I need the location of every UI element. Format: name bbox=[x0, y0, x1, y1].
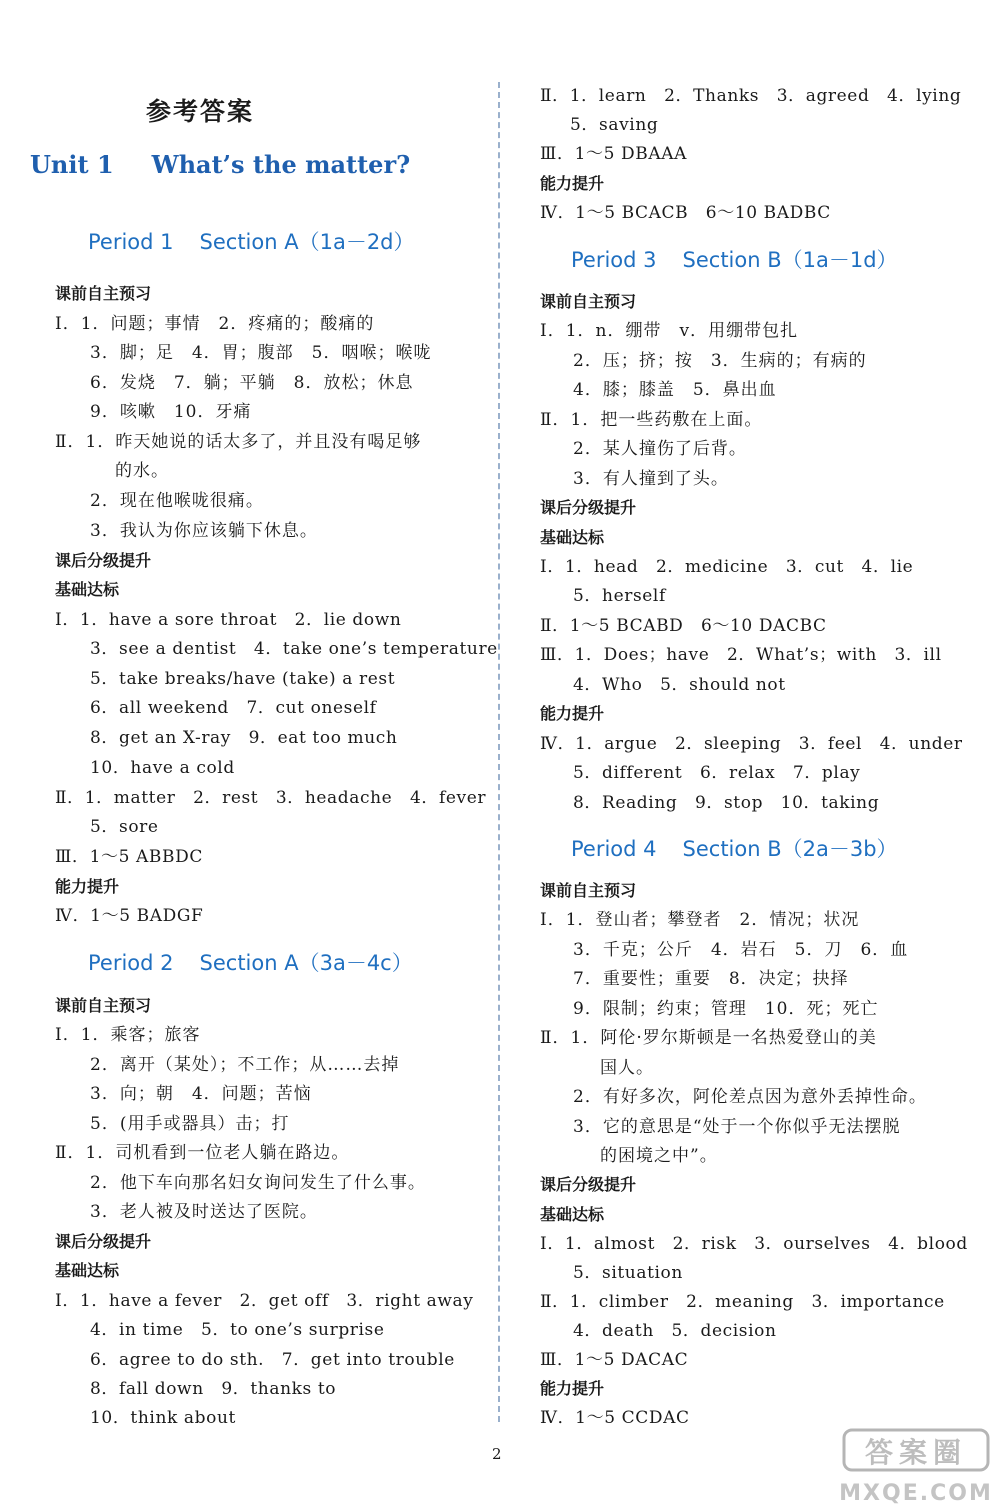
heading-preview: 课前自主预习 bbox=[540, 292, 637, 311]
answer-line: 6．agree to do sth. 7．get into trouble bbox=[90, 1350, 455, 1370]
heading-preview: 课前自主预习 bbox=[540, 881, 637, 900]
period-label: Period 2 bbox=[88, 951, 174, 975]
answer-line: Ⅱ．1．昨天她说的话太多了，并且没有喝足够 bbox=[55, 432, 422, 452]
answer-line: 4．Who 5．should not bbox=[573, 675, 786, 695]
answer-line: 2．某人撞伤了后背。 bbox=[573, 439, 747, 459]
answer-line: 的困境之中”。 bbox=[600, 1146, 718, 1166]
answer-line: 8．fall down 9．thanks to bbox=[90, 1379, 337, 1399]
answer-line: 9．咳嗽 10．牙痛 bbox=[90, 402, 252, 422]
heading-ability: 能力提升 bbox=[540, 704, 605, 723]
answer-line: Ⅱ．1．climber 2．meaning 3．importance bbox=[540, 1292, 945, 1312]
answer-line: Ⅳ．1～5 CCDAC bbox=[540, 1408, 690, 1428]
answer-line: 3．老人被及时送达了医院。 bbox=[90, 1202, 318, 1222]
heading-ability: 能力提升 bbox=[55, 877, 120, 896]
answer-line: 8．Reading 9．stop 10．taking bbox=[573, 793, 880, 813]
answer-line: 5．take breaks/have (take) a rest bbox=[90, 669, 396, 689]
answer-line: Ⅱ．1．matter 2．rest 3．headache 4．fever bbox=[55, 788, 487, 808]
answer-line: 2．离开（某处）；不工作；从……去掉 bbox=[90, 1055, 400, 1075]
section-label: Section B（1a－1d） bbox=[682, 248, 898, 272]
answer-line: 5．herself bbox=[573, 586, 666, 606]
heading-basic: 基础达标 bbox=[55, 580, 120, 599]
answer-line: 国人。 bbox=[600, 1058, 654, 1078]
heading-after-class: 课后分级提升 bbox=[540, 1175, 637, 1194]
section-label: Section B（2a－3b） bbox=[682, 837, 898, 861]
answer-line: Ⅱ．1～5 BCABD 6～10 DACBC bbox=[540, 616, 827, 636]
answer-line: Ⅱ．1．司机看到一位老人躺在路边。 bbox=[55, 1143, 350, 1163]
heading-basic: 基础达标 bbox=[55, 1261, 120, 1280]
answer-line: 10．have a cold bbox=[90, 758, 235, 778]
unit-heading bbox=[30, 150, 410, 179]
svg-text:答案圈: 答案圈 bbox=[864, 1436, 968, 1469]
answer-line: Ⅰ．1．head 2．medicine 3．cut 4．lie bbox=[540, 557, 914, 577]
answer-line: Ⅱ．1．把一些药敷在上面。 bbox=[540, 410, 763, 430]
unit-label: Unit 1 bbox=[30, 150, 114, 179]
answer-line: 5．situation bbox=[573, 1263, 683, 1283]
heading-basic: 基础达标 bbox=[540, 1205, 605, 1224]
answer-line: Ⅳ．1．argue 2．sleeping 3．feel 4．under bbox=[540, 734, 963, 754]
answer-line: 2．有好多次，阿伦差点因为意外丢掉性命。 bbox=[573, 1087, 927, 1107]
answer-line: Ⅳ．1～5 BADGF bbox=[55, 906, 204, 926]
answer-line: 10．think about bbox=[90, 1408, 236, 1428]
answer-line: Ⅲ．1～5 ABBDC bbox=[55, 847, 203, 867]
answer-line: Ⅲ．1．Does；have 2．What’s；with 3．ill bbox=[540, 645, 942, 665]
heading-ability: 能力提升 bbox=[540, 1379, 605, 1398]
answer-line: Ⅱ．1．learn 2．Thanks 3．agreed 4．lying bbox=[540, 86, 962, 106]
period-label: Period 4 bbox=[571, 837, 657, 861]
answer-line: 3．向；朝 4．问题；苦恼 bbox=[90, 1084, 312, 1104]
column-divider bbox=[498, 82, 500, 1422]
answer-line: Ⅰ．1．n．绷带 v．用绷带包扎 bbox=[540, 321, 799, 341]
period-1-heading bbox=[88, 226, 415, 256]
section-label: Section A（1a－2d） bbox=[199, 230, 415, 254]
answer-line: 3．脚；足 4．胃；腹部 5．咽喉；喉咙 bbox=[90, 343, 432, 363]
answer-line: 5．saving bbox=[570, 115, 659, 135]
period-3-heading bbox=[571, 244, 898, 274]
answer-line: Ⅰ．1．登山者；攀登者 2．情况；状况 bbox=[540, 910, 860, 930]
answer-line: 5．sore bbox=[90, 817, 159, 837]
answer-line: 3．它的意思是“处于一个你似乎无法摆脱 bbox=[573, 1117, 901, 1137]
period-label: Period 3 bbox=[571, 248, 657, 272]
answer-line: Ⅱ．1．阿伦·罗尔斯顿是一名热爱登山的美 bbox=[540, 1028, 877, 1048]
answer-line: Ⅳ．1～5 BCACB 6～10 BADBC bbox=[540, 203, 831, 223]
unit-name: What’s the matter? bbox=[151, 150, 411, 179]
answer-line: 7．重要性；重要 8．决定；抉择 bbox=[573, 969, 849, 989]
answer-line: 2．现在他喉咙很痛。 bbox=[90, 491, 264, 511]
page-title: 参考答案 bbox=[146, 97, 255, 126]
answer-line: Ⅰ．1．乘客；旅客 bbox=[55, 1025, 201, 1045]
answer-line: 4．膝；膝盖 5．鼻出血 bbox=[573, 380, 777, 400]
answer-line: Ⅰ．1．问题；事情 2．疼痛的；酸痛的 bbox=[55, 314, 375, 334]
answer-line: 9．限制；约束；管理 10．死；死亡 bbox=[573, 999, 879, 1019]
answer-line: 6．all weekend 7．cut oneself bbox=[90, 698, 377, 718]
answer-line: 3．有人撞到了头。 bbox=[573, 469, 729, 489]
answer-line: Ⅲ．1～5 DBAAA bbox=[540, 144, 687, 164]
answer-line: 5．different 6．relax 7．play bbox=[573, 763, 861, 783]
heading-after-class: 课后分级提升 bbox=[540, 498, 637, 517]
answer-line: 4．death 5．decision bbox=[573, 1321, 777, 1341]
answer-line: Ⅲ．1～5 DACAC bbox=[540, 1350, 689, 1370]
heading-after-class: 课后分级提升 bbox=[55, 551, 152, 570]
svg-text:MXQE.COM: MXQE.COM bbox=[839, 1481, 993, 1506]
heading-preview: 课前自主预习 bbox=[55, 284, 152, 303]
answer-line: 2．他下车向那名妇女询问发生了什么事。 bbox=[90, 1173, 426, 1193]
heading-ability: 能力提升 bbox=[540, 174, 605, 193]
heading-preview: 课前自主预习 bbox=[55, 996, 152, 1015]
period-2-heading bbox=[88, 947, 413, 977]
answer-line: Ⅰ．1．have a fever 2．get off 3．right away bbox=[55, 1291, 474, 1311]
period-label: Period 1 bbox=[88, 230, 174, 254]
answer-line: 6．发烧 7．躺；平躺 8．放松；休息 bbox=[90, 373, 414, 393]
answer-line: 4．in time 5．to one’s surprise bbox=[90, 1320, 385, 1340]
section-label: Section A（3a－4c） bbox=[199, 951, 413, 975]
heading-after-class: 课后分级提升 bbox=[55, 1232, 152, 1251]
answer-line: 2．压；挤；按 3．生病的；有病的 bbox=[573, 351, 867, 371]
answer-line: 5．(用手或器具）击；打 bbox=[90, 1114, 290, 1134]
watermark-logo bbox=[838, 1420, 994, 1508]
heading-basic: 基础达标 bbox=[540, 528, 605, 547]
period-4-heading bbox=[571, 833, 898, 863]
answer-line: 的水。 bbox=[115, 461, 169, 481]
answer-line: 3．千克；公斤 4．岩石 5．刀 6．血 bbox=[573, 940, 909, 960]
answer-line: Ⅰ．1．have a sore throat 2．lie down bbox=[55, 610, 402, 630]
answer-line: 3．see a dentist 4．take one’s temperature bbox=[90, 639, 498, 659]
answer-line: 8．get an X-ray 9．eat too much bbox=[90, 728, 398, 748]
page-number: 2 bbox=[492, 1445, 502, 1463]
answer-line: 3．我认为你应该躺下休息。 bbox=[90, 521, 318, 541]
answer-line: Ⅰ．1．almost 2．risk 3．ourselves 4．blood bbox=[540, 1234, 968, 1254]
